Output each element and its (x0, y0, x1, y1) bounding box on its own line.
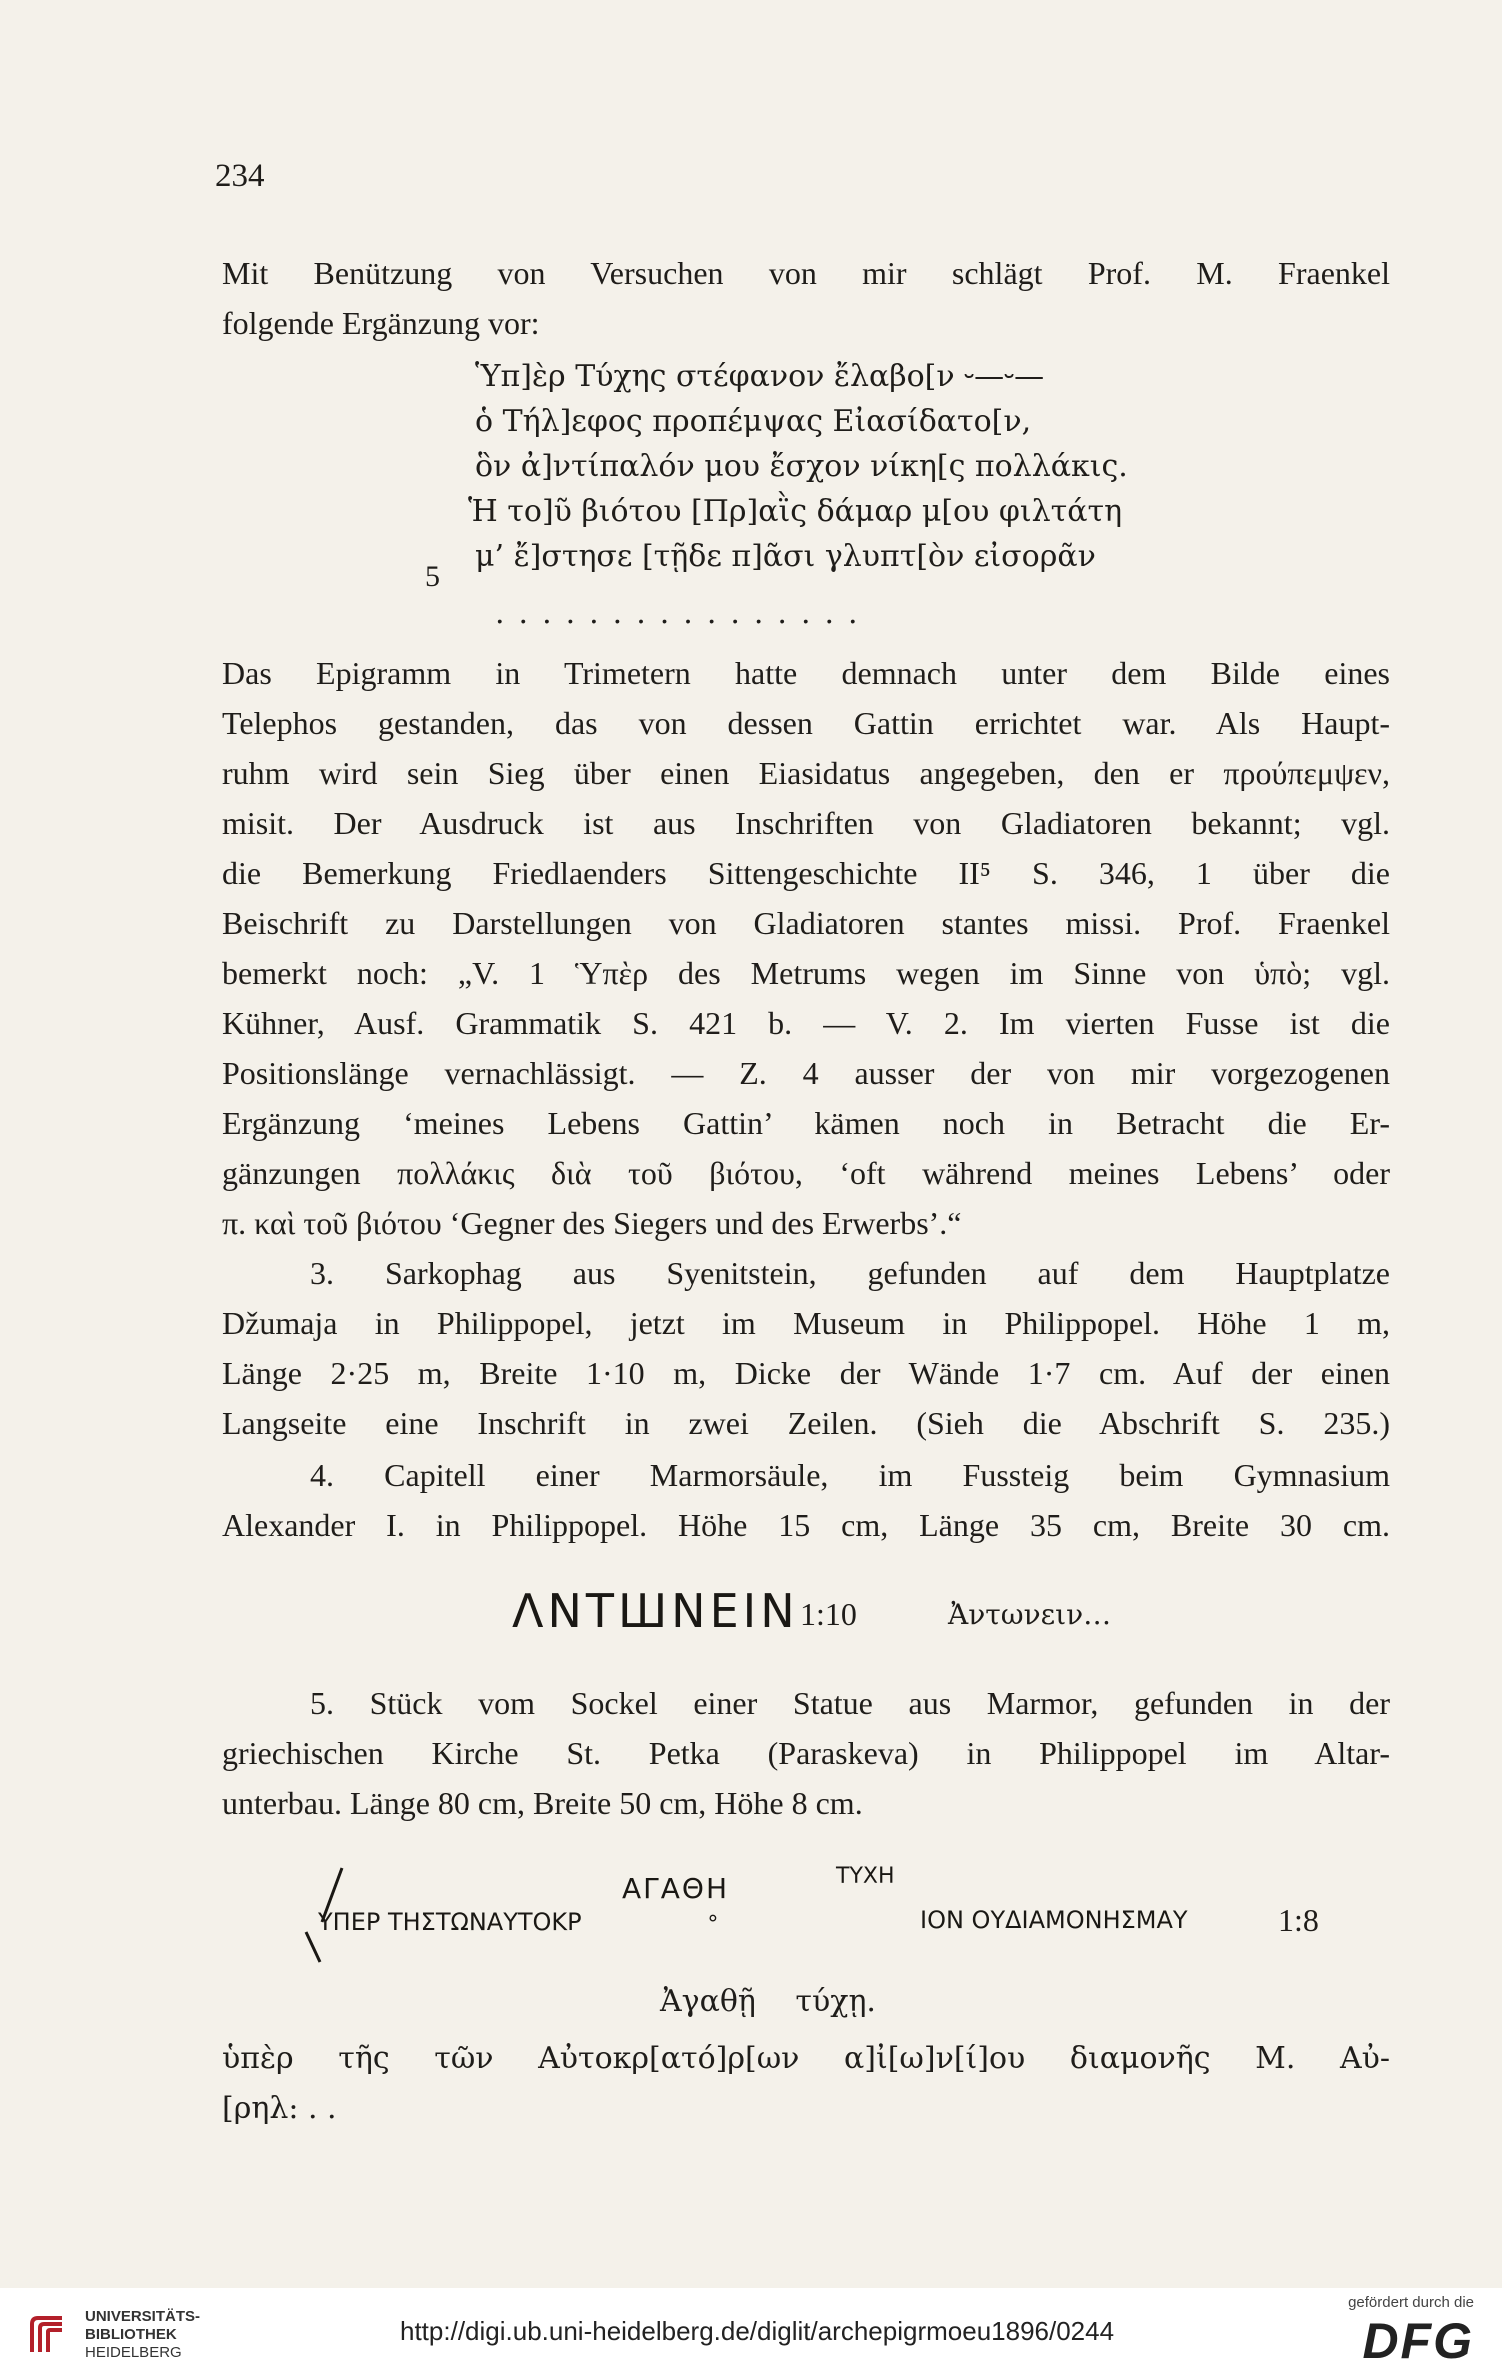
reading-socle-title: Ἀγαθῇ τύχῃ. (660, 1984, 876, 2019)
inscription-socle-mark: ∘ (706, 1906, 720, 1931)
intro-paragraph (222, 248, 1390, 348)
text-line: Džumaja in Philippopel, jetzt im Museum in Philippopel. Höhe 1 m, (222, 1305, 1390, 1341)
text-line: 5. Stück vom Sockel einer Statue aus Marmor, gefunden in der (310, 1685, 1390, 1721)
text-line: griechischen Kirche St. Petka (Paraskeva) in Philippopel im Altar- (222, 1735, 1390, 1771)
inscription-capital: ΛΝΤШΝΕΙΝ (512, 1584, 799, 1638)
text-line: Kühner, Ausf. Grammatik S. 421 b. — V. 2. Im vierten Fusse ist die (222, 1005, 1390, 1041)
sponsor-logo: DFG (1362, 2313, 1474, 2369)
footer-url[interactable]: http://digi.ub.uni-heidelberg.de/diglit/archepigrmoeu1896/0244 (400, 2316, 1115, 2346)
sponsor-label: gefördert durch die (1348, 2294, 1474, 2311)
text-line: 3. Sarkophag aus Syenitstein, gefunden auf dem Hauptplatze (310, 1255, 1390, 1291)
text-line: Langseite eine Inschrift in zwei Zeilen. (Sieh die Abschrift S. 235.) (222, 1405, 1390, 1441)
text-line: Telephos gestanden, das von dessen Gattin errichtet war. Als Haupt- (222, 705, 1390, 741)
verse-number: 5 (425, 560, 440, 593)
text-line: misit. Der Ausdruck ist aus Inschriften von Gladiatoren bekannt; vgl. (222, 805, 1390, 841)
library-name: UNIVERSITÄTS- BIBLIOTHEK HEIDELBERG (85, 2308, 201, 2361)
reading-socle (222, 2034, 1390, 2134)
inscription-socle-line1-left: ΑΓΑΘΗ (622, 1872, 730, 1905)
text-line: gänzungen πολλάκις διὰ τοῦ βιότου, ‘oft während meines Lebens’ oder (222, 1155, 1390, 1191)
text-line: Ergänzung ‘meines Lebens Gattin’ kämen noch in Betracht die Er- (222, 1105, 1390, 1141)
verse-line: ὁ Τήλ]εφος προπέμψας Εἰασίδατο[ν, (475, 404, 1032, 439)
reading-capital: Ἀντωνειν… (948, 1598, 1112, 1631)
text-line: [ρηλ: . . (222, 2091, 337, 2126)
text-line: bemerkt noch: „V. 1 Ὑπὲρ des Metrums wegen im Sinne von ὑπὸ; vgl. (222, 955, 1390, 991)
scale-socle: 1:8 (1278, 1902, 1319, 1938)
text-line: folgende Ergänzung vor: (222, 305, 540, 341)
inscription-socle-line2-right: ΙΟΝ ΟΥΔΙΑΜΟΝΗΣΜΑΥ (920, 1906, 1188, 1934)
text-line: die Bemerkung Friedlaenders Sittengeschichte II⁵ S. 346, 1 über die (222, 855, 1390, 891)
text-line: ruhm wird sein Sieg über einen Eiasidatus angegeben, den er προύπεμψεν, (222, 755, 1390, 791)
paragraph-epigram (222, 648, 1390, 1248)
scale-capital: 1:10 (800, 1596, 857, 1632)
text-line: Alexander I. in Philippopel. Höhe 15 cm, Länge 35 cm, Breite 30 cm. (222, 1507, 1390, 1543)
inscription-socle-line1-right: ΤΥΧΗ (836, 1864, 895, 1889)
verse-block (430, 354, 1128, 579)
text-line: Länge 2·25 m, Breite 1·10 m, Dicke der Wände 1·7 cm. Auf der einen (222, 1355, 1390, 1391)
omission-dots: ................ (495, 596, 872, 631)
text-line: π. καὶ τοῦ βιότου ‘Gegner des Siegers und des Erwerbs’.“ (222, 1205, 962, 1241)
text-line: Beischrift zu Darstellungen von Gladiatoren stantes missi. Prof. Fraenkel (222, 905, 1390, 941)
verse-line: Ἡ το]ῦ βιότου [Πρ]αῒς δάμαρ μ[ου φιλτάτη (468, 494, 1123, 529)
paragraph-socle (222, 1678, 1390, 1828)
text-line: ὑπὲρ τῆς τῶν Αὐτοκρ[ατό]ρ[ων α]ἰ[ω]ν[ί]ου διαμονῆς Μ. Αὐ- (222, 2041, 1390, 2076)
paragraph-capital (222, 1450, 1390, 1550)
verse-line: ὃν ἀ]ντίπαλόν μου ἔσχον νίκη[ς πολλάκις. (475, 449, 1128, 484)
verse-line: Ὑπ]ὲρ Τύχης στέφανον ἔλαβο[ν ⏑—⏑— (475, 359, 1045, 394)
text-line: Das Epigramm in Trimetern hatte demnach unter dem Bilde eines (222, 655, 1390, 691)
inscription-socle-line2-left: ΥΠΕΡ ΤΗΣΤΩΝΑΥΤΟΚΡ (318, 1908, 582, 1936)
text-line: 4. Capitell einer Marmorsäule, im Fussteig beim Gymnasium (310, 1457, 1390, 1493)
paragraph-sarcophagus (222, 1248, 1390, 1448)
library-logo-icon (22, 2312, 72, 2362)
text-line: Positionslänge vernachlässigt. — Z. 4 ausser der von mir vorgezogenen (222, 1055, 1390, 1091)
verse-line: μ’ ἔ]στησε [τῇδε π]ᾶσι γλυπτ[ὸν εἰσορᾶν (475, 539, 1096, 574)
text-line: unterbau. Länge 80 cm, Breite 50 cm, Höhe 8 cm. (222, 1785, 863, 1821)
page-number: 234 (215, 158, 265, 194)
text-line: Mit Benützung von Versuchen von mir schlägt Prof. M. Fraenkel (222, 255, 1390, 291)
